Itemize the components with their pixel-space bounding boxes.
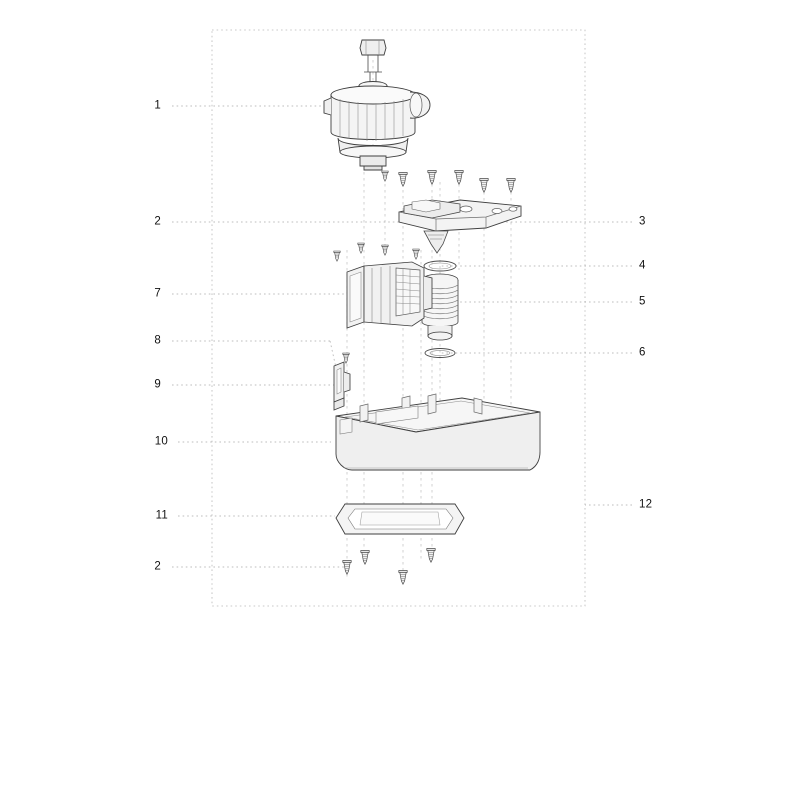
callout-label-11: 11 [155,509,168,522]
callout-label-3: 3 [639,215,646,228]
callout-label-6: 6 [639,346,646,359]
part-screw-set-mid [334,243,419,261]
part-mounting-plate [399,200,521,253]
part-main-enclosure-body [336,394,540,470]
part-sensor-bracket [334,362,350,410]
callout-label-5: 5 [639,295,646,308]
part-screw-set-upper [382,171,515,193]
callout-label-2: 2 [154,215,161,228]
callout-label-8: 8 [154,334,161,347]
callout-label-10: 10 [154,435,168,448]
callout-label-2-lower: 2 [154,560,161,573]
part-screw-set-lower [343,549,435,585]
part-motor-housing-assembly [324,40,430,170]
callout-label-12: 12 [639,498,653,511]
callout-label-4: 4 [639,259,646,272]
callout-label-9: 9 [154,378,161,391]
callout-label-1: 1 [154,99,161,112]
part-bottom-cover-gasket [336,504,464,534]
part-control-module [347,262,432,328]
callout-label-7: 7 [154,287,161,300]
